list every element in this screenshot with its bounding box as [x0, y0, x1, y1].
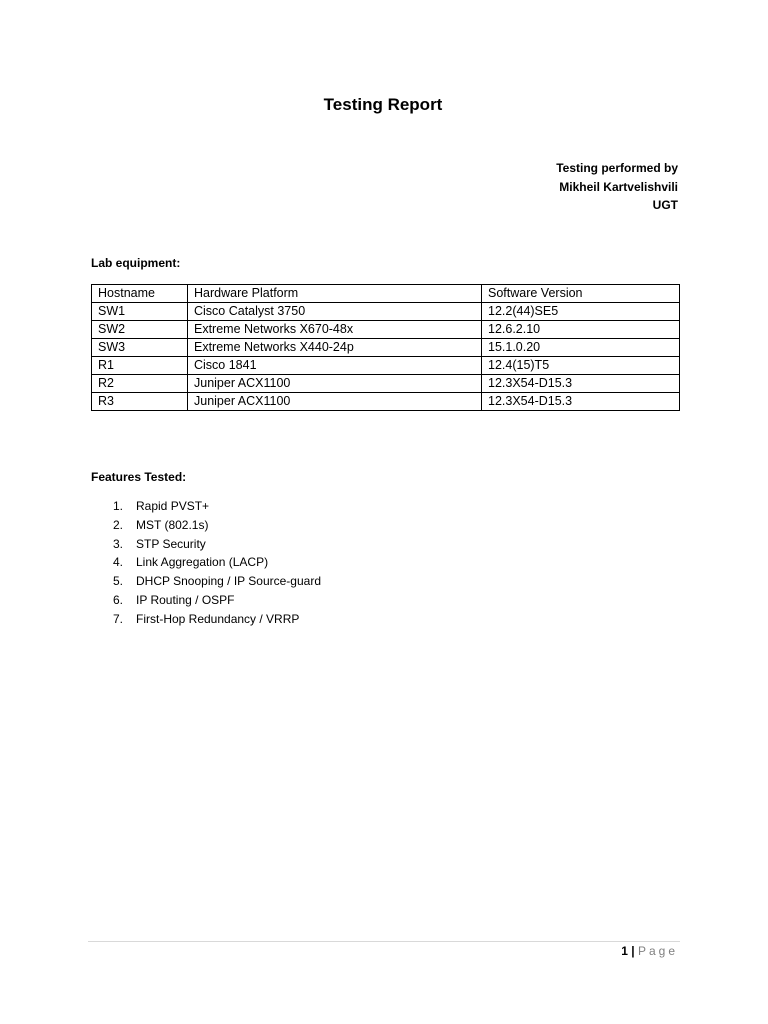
- software-version-cell: 12.4(15)T5: [482, 357, 680, 375]
- hostname-cell: R1: [92, 357, 188, 375]
- page-title: Testing Report: [323, 95, 443, 114]
- author-block: [556, 159, 678, 215]
- list-item-number: 2.: [113, 517, 124, 532]
- table-row: [92, 393, 680, 411]
- table-row: [92, 321, 680, 339]
- list-item-label: Rapid PVST+: [136, 499, 210, 513]
- list-item: [113, 516, 321, 535]
- footer-separator: |: [631, 944, 635, 958]
- list-item-label: Link Aggregation (LACP): [136, 555, 269, 570]
- column-header-hardware-platform: Hardware Platform: [188, 285, 482, 303]
- list-item-number: 3.: [113, 536, 124, 551]
- page-footer: [621, 943, 678, 960]
- hostname-cell: R2: [92, 375, 188, 393]
- hardware-platform-cell: Juniper ACX1100: [188, 375, 482, 393]
- hardware-platform-cell: Cisco Catalyst 3750: [188, 303, 482, 321]
- author-organization: UGT: [652, 198, 678, 212]
- list-item-number: 7.: [113, 611, 124, 626]
- lab-equipment-heading: Lab equipment:: [91, 256, 181, 270]
- page-number: 1: [621, 944, 628, 958]
- lab-equipment-table: [91, 284, 680, 411]
- author-name: Mikheil Kartvelishvili: [559, 179, 678, 194]
- list-item: [113, 553, 321, 572]
- list-item-number: 5.: [113, 574, 124, 589]
- footer-divider: [88, 941, 680, 942]
- hostname-cell: SW1: [92, 303, 188, 321]
- list-item-label: MST (802.1s): [136, 517, 209, 532]
- table-row: [92, 357, 680, 375]
- list-item-number: 4.: [113, 555, 124, 570]
- list-item: [113, 535, 321, 554]
- software-version-cell: 15.1.0.20: [482, 339, 680, 357]
- hostname-cell: R3: [92, 393, 188, 411]
- list-item: [113, 497, 321, 516]
- hardware-platform-cell: Juniper ACX1100: [188, 393, 482, 411]
- list-item-label: DHCP Snooping / IP Source-guard: [136, 574, 321, 589]
- list-item-label: First-Hop Redundancy / VRRP: [136, 611, 300, 626]
- hardware-platform-cell: Cisco 1841: [188, 357, 482, 375]
- table-row: [92, 303, 680, 321]
- software-version-cell: 12.3X54-D15.3: [482, 375, 680, 393]
- column-header-software-version: Software Version: [482, 285, 680, 303]
- list-item-label: STP Security: [136, 536, 206, 551]
- features-tested-heading: Features Tested:: [91, 470, 187, 484]
- table-header-row: [92, 285, 680, 303]
- features-list: [113, 497, 321, 629]
- hostname-cell: SW2: [92, 321, 188, 339]
- performed-by-label: Testing performed by: [556, 161, 678, 175]
- hardware-platform-cell: Extreme Networks X670-48x: [188, 321, 482, 339]
- list-item-number: 6.: [113, 592, 124, 607]
- table-row: [92, 339, 680, 357]
- list-item: [113, 591, 321, 610]
- column-header-hostname: Hostname: [92, 285, 188, 303]
- table-row: [92, 375, 680, 393]
- list-item-number: 1.: [113, 499, 124, 513]
- page-label: Page: [637, 944, 678, 958]
- hardware-platform-cell: Extreme Networks X440-24p: [188, 339, 482, 357]
- hostname-cell: SW3: [92, 339, 188, 357]
- software-version-cell: 12.2(44)SE5: [482, 303, 680, 321]
- software-version-cell: 12.3X54-D15.3: [482, 393, 680, 411]
- list-item: [113, 572, 321, 591]
- software-version-cell: 12.6.2.10: [482, 321, 680, 339]
- list-item-label: IP Routing / OSPF: [136, 592, 235, 607]
- list-item: [113, 610, 321, 629]
